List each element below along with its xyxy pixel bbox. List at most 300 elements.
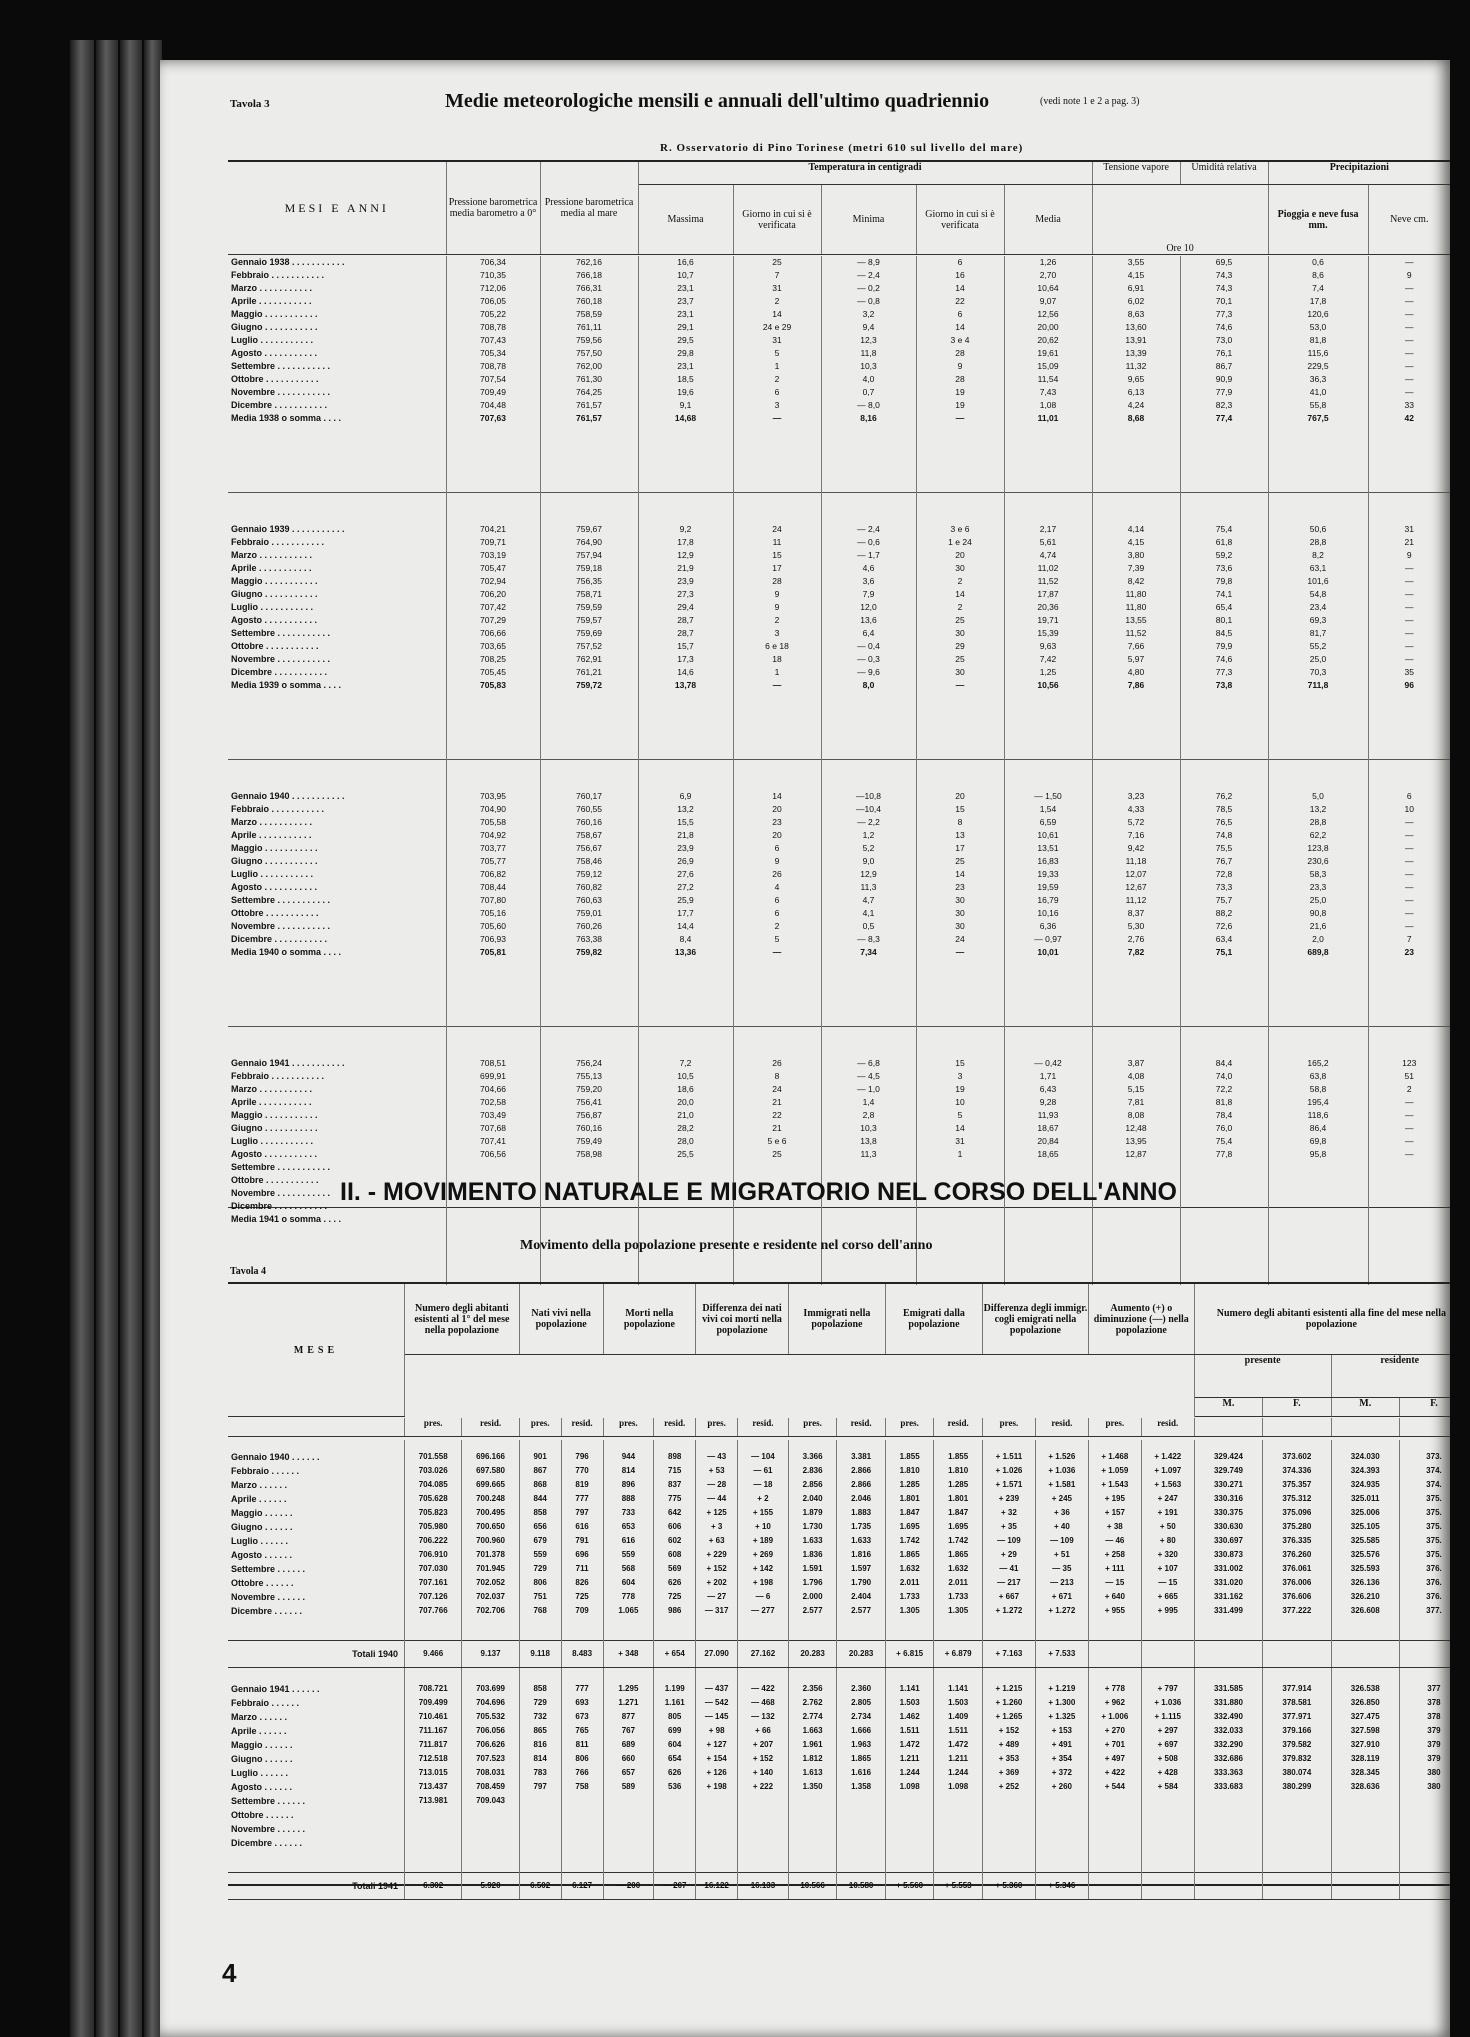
col-umidita (1180, 760, 1268, 1027)
table-cell: 703,77 (480, 843, 506, 853)
month-list (228, 1027, 446, 1286)
table-cell: 704,92 (480, 830, 506, 840)
table-cell: 1.285 (948, 1480, 969, 1489)
table-cell: 700.960 (476, 1536, 505, 1545)
table-cell: 732 (533, 1712, 547, 1721)
totals-value: 9.466 (405, 1641, 462, 1668)
table-cell: 1.666 (851, 1726, 872, 1735)
table-cell: 11,18 (1125, 856, 1147, 866)
month-label: Ottobre . . . . . . (231, 1810, 294, 1820)
table-cell: 5,61 (1039, 537, 1057, 547)
table-cell: 10,7 (677, 270, 694, 280)
table-cell: 84,5 (1215, 628, 1233, 638)
table-cell: 28,0 (677, 1136, 694, 1146)
col-neve (1368, 760, 1450, 1027)
table-cell: 710.461 (418, 1712, 448, 1721)
table-cell: 76,0 (1215, 1123, 1233, 1133)
totals-blank (1399, 1641, 1450, 1668)
table-cell: 375. (1426, 1508, 1442, 1517)
month-label: Maggio . . . . . . . . . . . (231, 576, 318, 586)
table-cell: 330.271 (1213, 1480, 1243, 1489)
table-cell: 375.280 (1282, 1522, 1312, 1531)
col-media (1004, 760, 1092, 1027)
month-label: Settembre . . . . . . . . . . . (231, 361, 331, 371)
table-cell: — 15 (1158, 1578, 1178, 1587)
month-label: Luglio . . . . . . . . . . . (231, 869, 314, 879)
subheader-spacer (228, 1418, 405, 1437)
table-cell: 898 (668, 1452, 682, 1461)
page-edge (70, 40, 94, 2037)
table-cell: 1.511 (899, 1726, 920, 1735)
table-cell: 1.735 (851, 1522, 872, 1531)
table-cell: — (1405, 576, 1414, 586)
table-cell: 1.961 (802, 1740, 823, 1749)
col-tensione (1092, 493, 1180, 760)
title-note: (vedi note 1 e 2 a pag. 3) (1040, 96, 1140, 107)
population-header (228, 1284, 1450, 1417)
table-cell: 673 (575, 1712, 589, 1721)
table-cell: — 0,2 (857, 283, 880, 293)
table-cell: + 1.036 (1048, 1466, 1076, 1475)
observatory-caption: R. Osservatorio di Pino Torinese (metri 610 sul livello del mare) (660, 142, 1024, 154)
table-cell: 9,65 (1127, 374, 1145, 384)
table-cell: 13 (955, 830, 965, 840)
table-cell: 6,13 (1127, 387, 1145, 397)
col-die-pres (982, 1440, 1035, 1641)
month-label: Marzo . . . . . . (231, 1712, 288, 1722)
totals-blank (1399, 1873, 1450, 1900)
table-cell: + 1.115 (1154, 1712, 1182, 1721)
col-aum-pres (1088, 1440, 1141, 1641)
table-cell: 901 (533, 1452, 547, 1461)
table-cell: + 297 (1157, 1726, 1178, 1735)
table-cell: 374. (1426, 1466, 1442, 1475)
table-cell: 986 (668, 1606, 682, 1615)
table-cell: 2.046 (851, 1494, 872, 1503)
table-cell: 1.161 (664, 1698, 685, 1707)
table-cell: 3,80 (1127, 550, 1145, 560)
col-aum-resid (1141, 1668, 1194, 1873)
table-cell: 705,47 (480, 563, 506, 573)
table-cell: 24 (772, 1084, 782, 1094)
table-cell: — 317 (704, 1606, 729, 1615)
header-residente: residente (1331, 1355, 1450, 1398)
table-cell: + 35 (1001, 1522, 1017, 1531)
table-cell: 757,94 (576, 550, 602, 560)
population-table (228, 1282, 1450, 1891)
table-cell: 759,56 (576, 335, 602, 345)
table-cell: 55,2 (1309, 641, 1327, 651)
table-cell: 378 (1427, 1712, 1441, 1721)
col-neve (1368, 256, 1450, 493)
table-cell: 806 (575, 1754, 589, 1763)
table-cell: 707,29 (480, 615, 506, 625)
totals-label: Totali 1941 (228, 1873, 405, 1900)
table-cell: 4,15 (1127, 270, 1145, 280)
totals-value: + 6.879 (934, 1641, 983, 1668)
month-label: Febbraio . . . . . . (231, 1466, 300, 1476)
table-cell: + 152 (998, 1726, 1020, 1735)
table-cell: 19,61 (1037, 348, 1059, 358)
table-cell: 10 (955, 1097, 965, 1107)
table-cell: 6 (1406, 791, 1412, 801)
table-cell: 5,2 (862, 843, 875, 853)
population-block-1940 (228, 1440, 1450, 1641)
table-cell: 376. (1426, 1564, 1442, 1573)
table-cell: + 260 (1051, 1782, 1072, 1791)
table-cell: 1.790 (851, 1578, 872, 1587)
header-temperatura: Temperatura in centigradi (638, 162, 1092, 185)
table-cell: 10,61 (1037, 830, 1059, 840)
table-cell: 10,3 (860, 1123, 877, 1133)
table-cell: 28,7 (677, 628, 694, 638)
table-cell: 82,3 (1215, 400, 1233, 410)
table-cell: 75,4 (1215, 1136, 1233, 1146)
table-cell: 1,26 (1039, 257, 1057, 267)
table-cell: + 229 (706, 1550, 727, 1559)
table-cell: 705.980 (418, 1522, 448, 1531)
table-cell: 12,9 (860, 869, 877, 879)
month-label: Giugno . . . . . . . . . . . (231, 589, 318, 599)
table-cell: 27,6 (677, 869, 694, 879)
table-cell: + 107 (1157, 1564, 1178, 1573)
totals-value: + 5.360 (982, 1873, 1035, 1900)
table-cell: 608 (668, 1550, 682, 1559)
table-cell: 777 (575, 1684, 589, 1693)
table-cell: 13,6 (860, 615, 877, 625)
table-cell: 844 (533, 1494, 547, 1503)
header-f: F. (1263, 1398, 1331, 1417)
totals-blank (1263, 1873, 1331, 1900)
table-cell: + 125 (706, 1508, 727, 1517)
table-cell: 76,2 (1215, 791, 1233, 801)
table-cell: + 1.468 (1101, 1452, 1129, 1461)
col-pioggia (1268, 760, 1368, 1027)
header-press-mare: Pressione barometrica media al mare (540, 162, 638, 255)
table-cell: 702.037 (476, 1592, 505, 1601)
table-cell: 6,91 (1127, 283, 1145, 293)
table-cell: 78,4 (1215, 1110, 1233, 1120)
col-fine-pres-f (1263, 1440, 1331, 1641)
col-press-baro (446, 760, 540, 1027)
table-cell: — (1405, 908, 1414, 918)
table-cell: — (1405, 830, 1414, 840)
table-cell: 375. (1426, 1522, 1442, 1531)
month-label: Dicembre . . . . . . . . . . . (231, 667, 328, 677)
totals-label: Totali 1940 (228, 1641, 405, 1668)
table-cell: 1.244 (948, 1768, 969, 1777)
table-cell: — 41 (999, 1564, 1019, 1573)
table-cell: 761,30 (576, 374, 602, 384)
table-cell: 1.305 (899, 1606, 920, 1615)
table-cell: 709.499 (418, 1698, 448, 1707)
col-fine-pres-m (1194, 1668, 1262, 1873)
table-cell: — 6 (755, 1592, 771, 1601)
totals-value: — 200 (603, 1873, 654, 1900)
table-cell: 14,68 (674, 413, 697, 423)
table-cell: 3 e 6 (950, 524, 970, 534)
table-cell: — (955, 413, 965, 423)
table-cell: 4,0 (862, 374, 875, 384)
header-giorno-max: Giorno in cui si è verificata (733, 185, 821, 255)
month-label: Novembre . . . . . . . . . . . (231, 654, 331, 664)
totals-value: + 654 (654, 1641, 696, 1668)
table-cell: 759,69 (576, 628, 602, 638)
table-cell: 4,15 (1127, 537, 1145, 547)
table-cell: 559 (621, 1550, 636, 1559)
table-cell: 4,80 (1127, 667, 1145, 677)
col-die-pres (982, 1668, 1035, 1873)
table-cell: 11,12 (1125, 895, 1147, 905)
col-tensione (1092, 1027, 1180, 1286)
table-cell: 4,7 (862, 895, 875, 905)
table-cell: 697.580 (476, 1466, 505, 1475)
table-cell: 380 (1427, 1768, 1441, 1777)
table-cell: 332.686 (1213, 1754, 1243, 1763)
table-cell: 709,49 (480, 387, 506, 397)
table-cell: 1.141 (899, 1684, 920, 1693)
table-cell: 713.015 (418, 1768, 448, 1777)
month-label: Gennaio 1941 . . . . . . (231, 1684, 320, 1694)
table-cell: 23,1 (677, 309, 694, 319)
table-cell: — 43 (707, 1452, 727, 1461)
subheader-resid: resid. (1035, 1418, 1088, 1437)
table-cell: 229,5 (1307, 361, 1329, 371)
table-cell: + 372 (1051, 1768, 1072, 1777)
table-cell: — (1405, 283, 1414, 293)
table-cell: 1.801 (899, 1494, 920, 1503)
table-cell: 25,0 (1309, 895, 1327, 905)
table-cell: — (1405, 615, 1414, 625)
table-cell: 1.796 (802, 1578, 823, 1587)
table-cell: 22 (955, 296, 965, 306)
col-emi-resid (934, 1440, 983, 1641)
table-cell: 2,76 (1127, 934, 1145, 944)
table-cell: 8,68 (1127, 413, 1145, 423)
month-label: Aprile . . . . . . . . . . . (231, 296, 312, 306)
table-cell: 733 (621, 1508, 636, 1517)
table-cell: 1.812 (802, 1754, 823, 1763)
table-cell: 756,41 (576, 1097, 602, 1107)
month-label: Dicembre . . . . . . . . . . . (231, 1201, 328, 1211)
table-cell: 9,1 (679, 400, 692, 410)
table-cell: 642 (668, 1508, 682, 1517)
table-cell: 703,95 (480, 791, 506, 801)
table-cell: 2.356 (802, 1684, 823, 1693)
table-cell: — 109 (1050, 1536, 1074, 1545)
table-cell: 762,91 (576, 654, 602, 664)
table-cell: — 542 (704, 1698, 729, 1707)
totals-blank (1194, 1873, 1262, 1900)
month-label: Settembre . . . . . . . . . . . (231, 628, 331, 638)
table-cell: 380.299 (1282, 1782, 1312, 1791)
table-cell: 375.312 (1282, 1494, 1312, 1503)
table-cell: 1 (774, 667, 780, 677)
meteo-block-1939 (228, 493, 1450, 760)
table-cell: 729 (533, 1564, 547, 1573)
table-cell: 61,8 (1215, 537, 1233, 547)
table-cell: — 277 (751, 1606, 775, 1615)
month-label: Media 1938 o somma . . . . (231, 413, 342, 423)
table-cell: 761,21 (576, 667, 602, 677)
table-cell: 837 (668, 1480, 682, 1489)
table-cell: 325.585 (1350, 1536, 1380, 1545)
table-cell: + 142 (752, 1564, 774, 1573)
table-cell: 11,01 (1037, 413, 1059, 423)
table-cell: 751 (533, 1592, 547, 1601)
table-cell: + 797 (1157, 1684, 1178, 1693)
table-cell: 73,0 (1215, 335, 1233, 345)
table-cell: 759,20 (576, 1084, 602, 1094)
table-cell: 63,1 (1309, 563, 1327, 573)
table-cell: 15,7 (677, 641, 694, 651)
col-minima (821, 256, 916, 493)
table-cell: 11,80 (1125, 602, 1147, 612)
table-cell: 626 (668, 1578, 682, 1587)
totals-value: 8.483 (561, 1641, 603, 1668)
table-cell: 756,67 (576, 843, 602, 853)
month-label: Ottobre . . . . . . (231, 1578, 294, 1588)
table-cell: + 1.563 (1154, 1480, 1182, 1489)
totals-value: + 5.553 (934, 1873, 983, 1900)
table-cell: 2.000 (802, 1592, 823, 1601)
table-cell: 1.810 (899, 1466, 920, 1475)
table-cell: 760,63 (576, 895, 602, 905)
table-cell: 14,4 (677, 921, 694, 931)
table-cell: 1.503 (948, 1698, 969, 1707)
table-cell: 725 (668, 1592, 682, 1601)
table-cell: + 1.097 (1154, 1466, 1182, 1475)
month-label: Dicembre . . . . . . . . . . . (231, 400, 328, 410)
table-cell: 12,56 (1037, 309, 1059, 319)
month-list (228, 1668, 405, 1873)
table-cell: 6 (774, 908, 780, 918)
table-cell: 379 (1427, 1740, 1441, 1749)
table-cell: 332.290 (1213, 1740, 1243, 1749)
table-cell: 1.865 (899, 1550, 920, 1559)
col-fine-res-f (1399, 1668, 1450, 1873)
table-cell: 705,16 (480, 908, 506, 918)
table-cell: 230,6 (1307, 856, 1329, 866)
table-cell: 19,33 (1037, 869, 1059, 879)
table-cell: 331.020 (1213, 1578, 1243, 1587)
table-cell: 12,07 (1125, 869, 1147, 879)
table-cell: 2.734 (851, 1712, 872, 1721)
table-cell: — (772, 947, 782, 957)
table-cell: 2.577 (851, 1606, 872, 1615)
table-cell: 329.749 (1213, 1466, 1243, 1475)
table-cell: 705,45 (480, 667, 506, 677)
table-cell: 1.801 (948, 1494, 969, 1503)
table-cell: 5 e 6 (767, 1136, 787, 1146)
table-cell: — (955, 947, 965, 957)
table-cell: 7,39 (1127, 563, 1145, 573)
table-cell: 1.855 (899, 1452, 920, 1461)
table-cell: 758 (575, 1782, 589, 1791)
header-aumento: Aumento (+) o diminuzione (—) nella popolazione (1088, 1284, 1194, 1355)
table-cell: 328.345 (1350, 1768, 1380, 1777)
table-cell: 20,00 (1037, 322, 1059, 332)
col-nati-pres (519, 1668, 561, 1873)
table-cell: 767 (621, 1726, 636, 1735)
table-cell: 90,9 (1215, 374, 1233, 384)
month-label: Ottobre . . . . . . . . . . . (231, 908, 319, 918)
table-cell: + 640 (1104, 1592, 1125, 1601)
table-cell: 20 (955, 550, 965, 560)
col-giorno-max (733, 256, 821, 493)
table-cell: 7,9 (862, 589, 875, 599)
table-cell: 20,62 (1037, 335, 1059, 345)
table-cell: + 1.265 (995, 1712, 1023, 1721)
month-list (228, 1440, 405, 1641)
table-cell: 96 (1404, 680, 1414, 690)
totals-value: 27.090 (696, 1641, 738, 1668)
table-cell: 703.026 (418, 1466, 448, 1475)
table-cell: 373.602 (1282, 1452, 1312, 1461)
table-cell: 4,6 (862, 563, 875, 573)
table-cell: — 44 (707, 1494, 727, 1503)
table-cell: 759,12 (576, 869, 602, 879)
table-cell: 325.576 (1350, 1550, 1380, 1559)
table-cell: 26,9 (677, 856, 694, 866)
table-cell: 373. (1426, 1452, 1442, 1461)
table-cell: 1.295 (618, 1684, 639, 1693)
table-cell: — 18 (753, 1480, 773, 1489)
totals-blank (1088, 1641, 1141, 1668)
table-cell: 706,93 (480, 934, 506, 944)
table-cell: + 66 (755, 1726, 771, 1735)
totals-blank (1088, 1873, 1141, 1900)
col-tensione (1092, 256, 1180, 493)
table-cell: 5,15 (1127, 1084, 1145, 1094)
month-label: Luglio . . . . . . . . . . . (231, 335, 314, 345)
table-cell: 375. (1426, 1494, 1442, 1503)
month-label: Novembre . . . . . . (231, 1592, 306, 1602)
table-cell: 6,9 (679, 791, 692, 801)
table-cell: 9 (957, 361, 963, 371)
table-cell: 65,4 (1215, 602, 1233, 612)
table-cell: 805 (668, 1712, 682, 1721)
population-block-1941 (228, 1668, 1450, 1873)
table-cell: 9,63 (1039, 641, 1057, 651)
table-cell: 331.002 (1213, 1564, 1243, 1573)
table-cell: 710,35 (480, 270, 506, 280)
table-cell: 1.963 (851, 1740, 872, 1749)
table-cell: + 1.422 (1154, 1452, 1182, 1461)
totals-blank (1141, 1873, 1194, 1900)
table-cell: 18,6 (677, 1084, 694, 1094)
table-cell: 1.350 (802, 1782, 823, 1791)
subheader-blank (1194, 1418, 1262, 1437)
table-cell: 761,57 (576, 400, 602, 410)
table-cell: 29 (955, 641, 965, 651)
table-cell: 42 (1404, 413, 1414, 423)
table-cell: 1.591 (802, 1564, 823, 1573)
table-cell: — 15 (1105, 1578, 1125, 1587)
table-cell: 729 (533, 1698, 547, 1707)
table-cell: 328.119 (1350, 1754, 1380, 1763)
table-cell: 758,71 (576, 589, 602, 599)
table-cell: 2.866 (851, 1480, 872, 1489)
header-abitanti-inizio: Numero degli abitanti esistenti al 1° del mese nella popolazione (405, 1284, 520, 1355)
totals-blank (1141, 1641, 1194, 1668)
table-cell: — 145 (704, 1712, 729, 1721)
table-cell: 23,7 (677, 296, 694, 306)
table-cell: 1,08 (1039, 400, 1057, 410)
col-massima (638, 256, 733, 493)
totals-value: 9.118 (519, 1641, 561, 1668)
month-label: Agosto . . . . . . (231, 1550, 293, 1560)
